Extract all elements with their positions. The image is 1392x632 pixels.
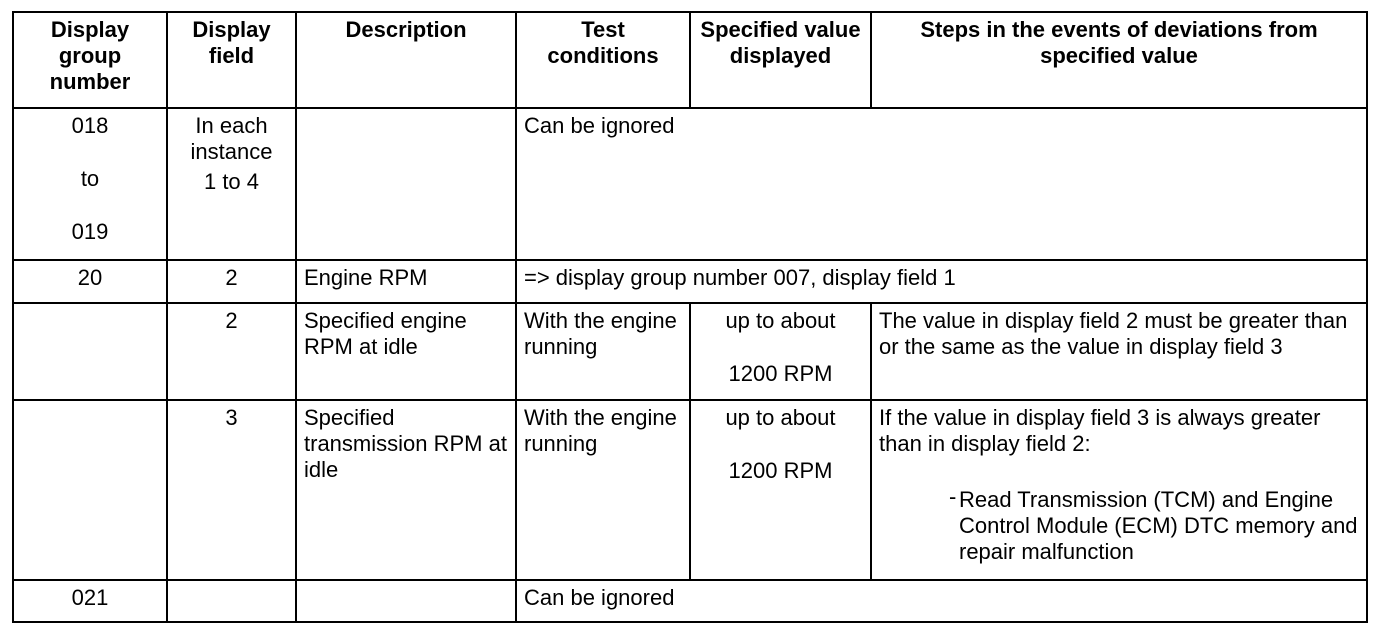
diagnostic-table-frame (12, 11, 1368, 623)
cell-test-condition: With the engine running (516, 400, 690, 580)
cell-field-range (167, 108, 296, 260)
steps-intro: If the value in display field 3 is always greater than in display field 2: (879, 405, 1321, 456)
header-description: Description (296, 12, 516, 108)
table-row-021 (13, 580, 1367, 622)
cell-group-range (13, 108, 167, 260)
header-display-group-number: Display group number (13, 12, 167, 108)
spec-line2: 1200 RPM (728, 361, 833, 386)
header-steps-deviation: Steps in the events of deviations from specified value (871, 12, 1367, 108)
cell-description: Specified engine RPM at idle (296, 303, 516, 400)
table-row-transmission-rpm-idle (13, 400, 1367, 580)
cell-test-reference: => display group number 007, display field 1 (516, 260, 1367, 303)
cell-description-empty (296, 580, 516, 622)
cell-description: Engine RPM (296, 260, 516, 303)
spec-line1: up to about (725, 405, 836, 430)
cell-steps (871, 400, 1367, 580)
cell-steps: The value in display field 2 must be greater than or the same as the value in display field 3 (871, 303, 1367, 400)
header-display-field: Display field (167, 12, 296, 108)
spec-line1: up to about (725, 308, 836, 333)
cell-group-empty (13, 303, 167, 400)
group-to-word: to (80, 166, 100, 191)
cell-field: 2 (167, 260, 296, 303)
spec-line2: 1200 RPM (728, 458, 833, 483)
table-row-020 (13, 260, 1367, 303)
measured-values-table (12, 11, 1368, 623)
cell-field: 3 (167, 400, 296, 580)
table-row-018-019 (13, 108, 1367, 260)
cell-group: 021 (13, 580, 167, 622)
cell-test-condition: With the engine running (516, 303, 690, 400)
group-from: 018 (71, 113, 109, 138)
dash-bullet: - (949, 484, 957, 509)
cell-specified-value (690, 303, 871, 400)
field-range-line1: In each instance (190, 113, 273, 164)
table-row-engine-rpm-idle (13, 303, 1367, 400)
cell-field: 2 (167, 303, 296, 400)
cell-test-ignored: Can be ignored (516, 580, 1367, 622)
cell-group-empty (13, 400, 167, 580)
cell-test-ignored: Can be ignored (516, 108, 1367, 260)
header-row (13, 12, 1367, 108)
steps-item-text: Read Transmission (TCM) and Engine Control Module (ECM) DTC memory and repair malfunction (959, 487, 1358, 564)
group-to: 019 (71, 219, 109, 244)
header-test-conditions: Test conditions (516, 12, 690, 108)
cell-description-empty (296, 108, 516, 260)
field-range-line2: 1 to 4 (203, 169, 260, 194)
steps-bullet-item (949, 484, 1359, 565)
cell-group: 20 (13, 260, 167, 303)
cell-description: Specified transmission RPM at idle (296, 400, 516, 580)
cell-field-empty (167, 580, 296, 622)
header-specified-value: Specified value displayed (690, 12, 871, 108)
cell-specified-value (690, 400, 871, 580)
